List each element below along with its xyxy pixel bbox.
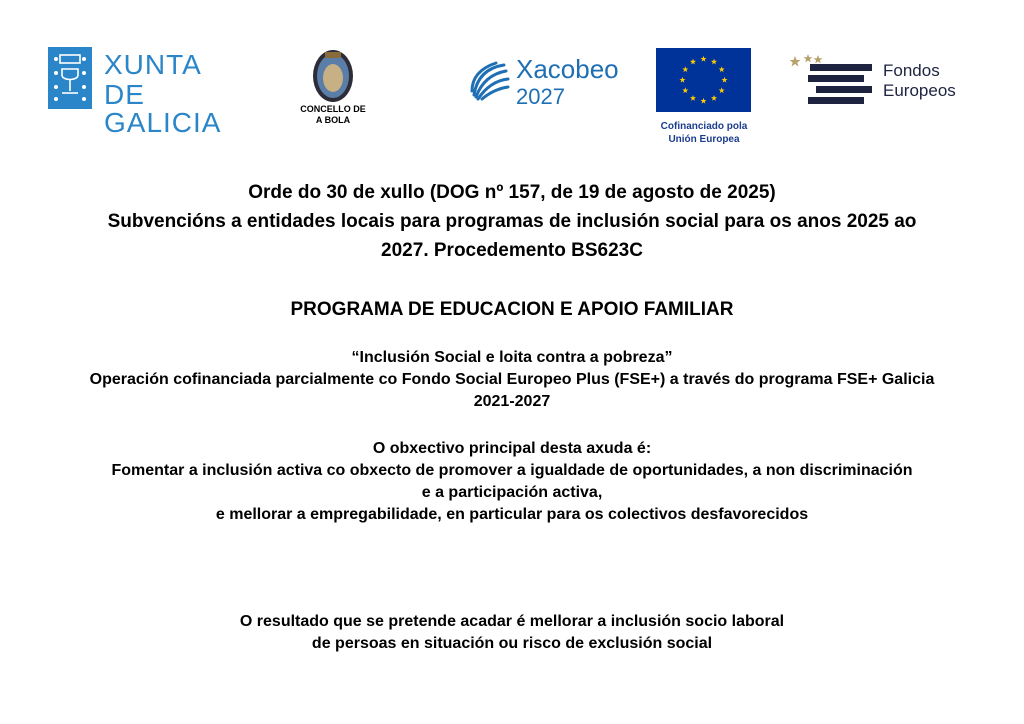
logo-bar bbox=[0, 0, 1024, 160]
header-line-3: 2027. Procedemento BS623C bbox=[381, 240, 643, 261]
eu-star bbox=[690, 95, 696, 101]
xunta-de-galicia-logo bbox=[48, 47, 268, 138]
eu-star bbox=[711, 59, 717, 65]
objective-block bbox=[0, 438, 1024, 526]
eu-star bbox=[711, 95, 717, 101]
concello-a-bola-logo bbox=[292, 48, 374, 130]
objective-line-3: e a participación activa, bbox=[421, 484, 603, 501]
fondos-europeos-logo bbox=[786, 54, 976, 109]
operation-line-3: 2021-2027 bbox=[473, 393, 551, 410]
concello-line2: A BOLA bbox=[315, 115, 351, 125]
result-line-1: O resultado que se pretende acadar é mellorar a inclusión socio laboral bbox=[239, 613, 785, 630]
header-line-1: Orde do 30 de xullo (DOG nº 157, de 19 de agosto de 2025) bbox=[248, 182, 776, 203]
operation-line-2: Operación cofinanciada parcialmente co Fondo Social Europeo Plus (FSE+) a través do programa FSE+ Galicia bbox=[89, 371, 935, 388]
result-line-2: de persoas en situación ou risco de exclusión social bbox=[311, 635, 713, 652]
concello-caption bbox=[292, 104, 374, 126]
eu-star bbox=[721, 77, 727, 83]
program-title: PROGRAMA DE EDUCACION E APOIO FAMILIAR bbox=[290, 299, 734, 320]
concello-line1: CONCELLO DE bbox=[300, 104, 366, 114]
concello-shield-icon bbox=[292, 48, 374, 104]
operation-line-1: “Inclusión Social e loita contra a pobreza” bbox=[351, 349, 673, 366]
operation-block bbox=[0, 347, 1024, 413]
eu-star bbox=[719, 66, 725, 72]
objective-line-4: e mellorar a empregabilidade, en particular para os colectivos desfavorecidos bbox=[215, 506, 809, 523]
eu-flag-icon bbox=[656, 48, 751, 112]
eu-caption bbox=[654, 120, 754, 146]
objective-line-2: Fomentar a inclusión activa co obxecto de promover a igualdade de oportunidades, a non discriminación bbox=[111, 462, 913, 479]
eu-star bbox=[690, 59, 696, 65]
xunta-line2: DE GALICIA bbox=[104, 79, 222, 138]
header-line-2: Subvencións a entidades locais para programas de inclusión social para os anos 2025 ao bbox=[107, 211, 917, 232]
xunta-crest-icon bbox=[48, 47, 92, 109]
fondos-line1: Fondos bbox=[883, 61, 940, 80]
scallop-shell-icon bbox=[468, 59, 512, 103]
order-header bbox=[0, 178, 1024, 265]
xacobeo-year: 2027 bbox=[516, 84, 565, 109]
eu-caption-line2: Unión Europea bbox=[668, 134, 740, 145]
xacobeo-2027-logo bbox=[468, 55, 628, 110]
result-block bbox=[0, 611, 1024, 655]
eu-cofinanced-logo bbox=[654, 48, 754, 148]
eu-star bbox=[700, 56, 706, 62]
eu-star bbox=[719, 87, 725, 93]
eu-star bbox=[682, 66, 688, 72]
eu-star bbox=[679, 77, 685, 83]
xacobeo-word: Xacobeo bbox=[516, 54, 619, 84]
objective-line-1: O obxectivo principal desta axuda é: bbox=[372, 440, 652, 457]
fondos-stripes-icon bbox=[786, 54, 878, 109]
xunta-line1: XUNTA bbox=[104, 49, 202, 80]
eu-star bbox=[682, 87, 688, 93]
eu-star bbox=[700, 98, 706, 104]
fondos-line2: Europeos bbox=[883, 81, 956, 100]
eu-caption-line1: Cofinanciado pola bbox=[660, 121, 748, 132]
